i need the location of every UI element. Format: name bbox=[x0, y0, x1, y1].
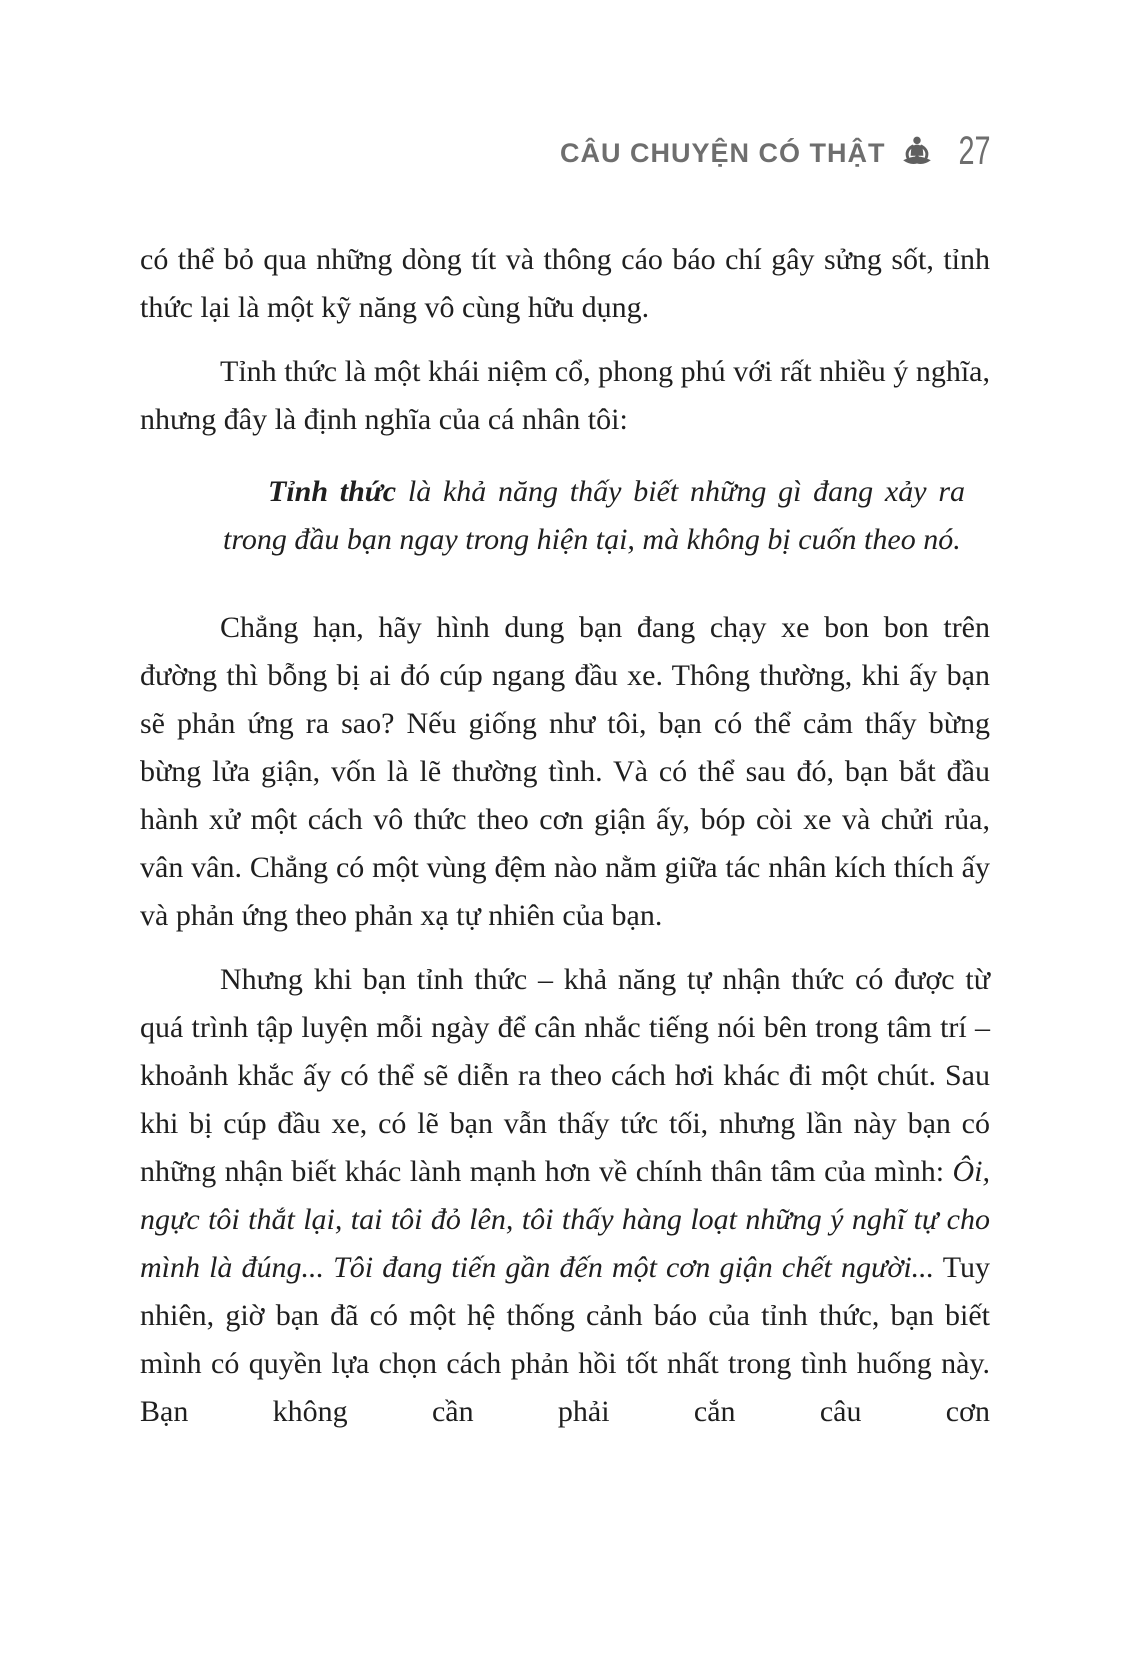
text-run: có thể bỏ qua những dòng tít và thông cáo báo chí gây sửng sốt, tỉnh thức lại là một kỹ năng vô cùng hữu dụng. bbox=[140, 243, 990, 324]
block-quote bbox=[223, 468, 990, 564]
text-run: Nhưng khi bạn tỉnh thức – khả năng tự nhận thức có được từ quá trình tập luyện mỗi ngày để cân nhắc tiếng nói bên trong tâm trí – khoảnh khắc ấy có thể sẽ diễn ra theo cách hơi khác đi một chút. Sau khi bị cúp đầu xe, có lẽ bạn vẫn thấy tức tối, nhưng lần này bạn có những nhận biết khác lành mạnh hơn về chính thân tâm của mình: bbox=[140, 963, 990, 1188]
text-run: là khả năng thấy biết những gì đang xảy ra trong đầu bạn ngay trong hiện tại, mà không bị cuốn theo nó. bbox=[223, 475, 965, 556]
page-number: 27 bbox=[957, 129, 990, 173]
paragraph bbox=[140, 236, 990, 332]
text-run: Tỉnh thức bbox=[268, 475, 397, 508]
text-run: Tuy nhiên, giờ bạn đã có một hệ thống cảnh báo của tỉnh thức, bạn biết mình có quyền lựa chọn cách phản hồi tốt nhất trong tình huống này. Bạn không cần phải cắn câu cơn bbox=[140, 1251, 990, 1428]
page-header bbox=[140, 128, 990, 174]
paragraph bbox=[140, 604, 990, 940]
text-run: Ôi, ngực tôi thắt lại, tai tôi đỏ lên, tôi thấy hàng loạt những ý nghĩ tự cho mình là đúng... Tôi đang tiến gần đến một cơn giận chết người... bbox=[140, 1155, 990, 1284]
text-run: Tỉnh thức là một khái niệm cổ, phong phú với rất nhiều ý nghĩa, nhưng đây là định nghĩa của cá nhân tôi: bbox=[140, 355, 990, 436]
text-run: Chẳng hạn, hãy hình dung bạn đang chạy xe bon bon trên đường thì bỗng bị ai đó cúp ngang đầu xe. Thông thường, khi ấy bạn sẽ phản ứng ra sao? Nếu giống như tôi, bạn có thể cảm thấy bừng bừng lửa giận, vốn là lẽ thường tình. Và có thể sau đó, bạn bắt đầu hành xử một cách vô thức theo cơn giận ấy, bóp còi xe và chửi rủa, vân vân. Chẳng có một vùng đệm nào nằm giữa tác nhân kích thích ấy và phản ứng theo phản xạ tự nhiên của bạn. bbox=[140, 611, 990, 932]
paragraph bbox=[140, 956, 990, 1436]
running-head-title: CÂU CHUYỆN CÓ THẬT bbox=[560, 137, 886, 168]
paragraph bbox=[140, 348, 990, 444]
page-content bbox=[140, 236, 990, 1436]
meditation-icon bbox=[900, 132, 934, 170]
